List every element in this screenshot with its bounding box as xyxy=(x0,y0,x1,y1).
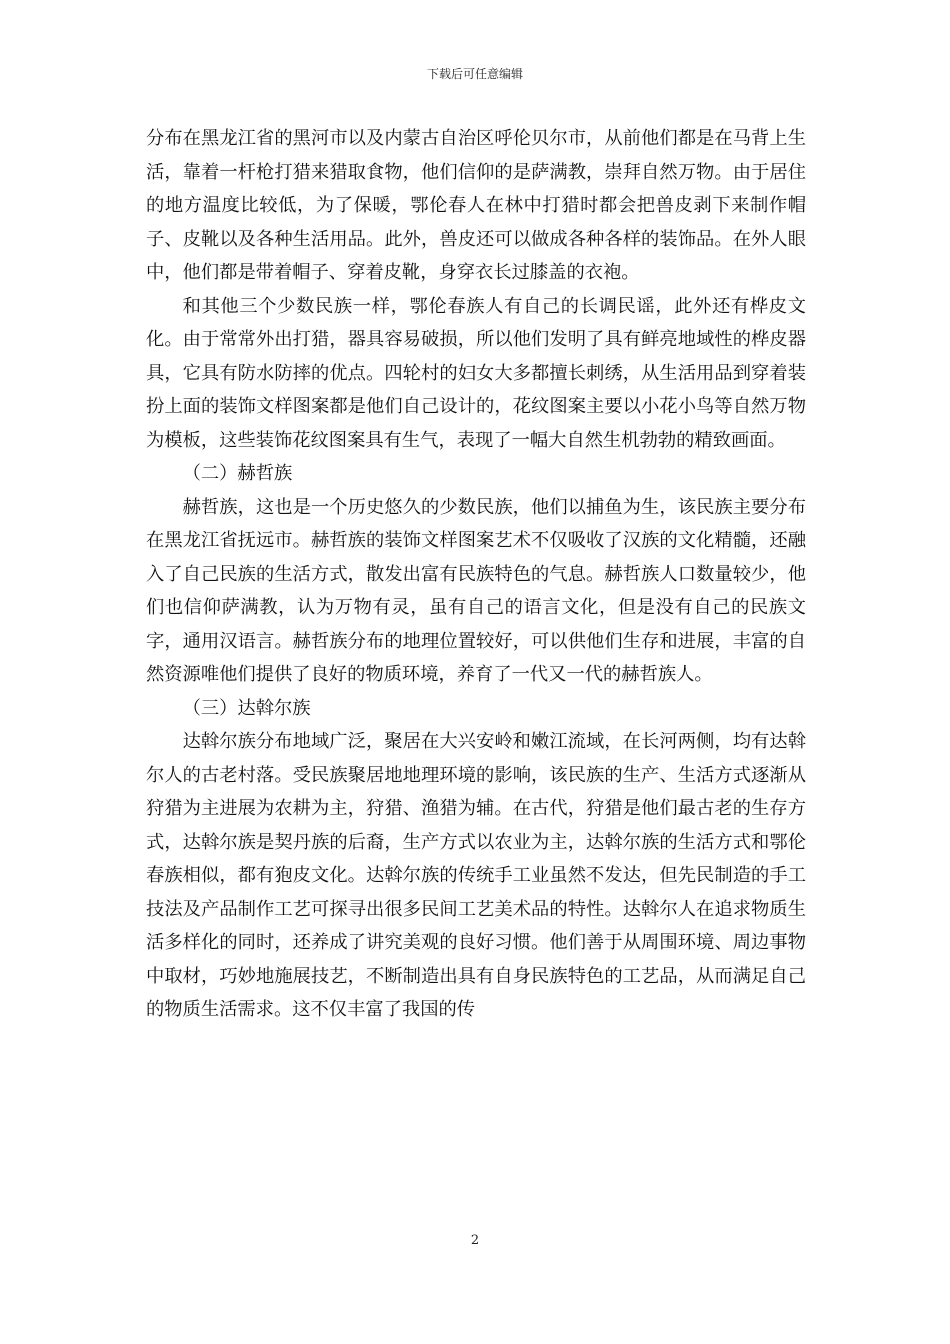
page-header: 下载后可任意编辑 xyxy=(426,67,523,81)
page-number: 2 xyxy=(470,1233,480,1248)
paragraph-daur: 达斡尔族分布地域广泛，聚居在大兴安岭和嫩江流域，在长河两侧，均有达斡尔人的古老村落。受民族聚居地地理环境的影响，该民族的生产、生活方式逐渐从狩猎为主进展为农耕为主，狩猎、渔猎为辅。在古代，狩猎是他们最古老的生存方式，达斡尔族是契丹族的后裔，生产方式以农业为主，达斡尔族的生活方式和鄂伦春族相似，都有狍皮文化。达斡尔族的传统手工业虽然不发达，但先民制造的手工技法及产品制作工艺可探寻出很多民间工艺美术品的特性。达斡尔人在追求物质生活多样化的同时，还养成了讲究美观的良好习惯。他们善于从周围环境、周边事物中取材，巧妙地施展技艺，不断制造出具有自身民族特色的工艺品，从而满足自己的物质生活需求。这不仅丰富了我国的传 xyxy=(146,731,806,1020)
paragraph-orochen-continued: 分布在黑龙江省的黑河市以及内蒙古自治区呼伦贝尔市，从前他们都是在马背上生活，靠着一杆枪打猎来猎取食物，他们信仰的是萨满教，崇拜自然万物。由于居住的地方温度比较低，为了保暖，鄂伦春人在林中打猎时都会把兽皮剥下来制作帽子、皮靴以及各种生活用品。此外，兽皮还可以做成各种各样的装饰品。在外人眼中，他们都是带着帽子、穿着皮靴，身穿衣长过膝盖的衣袍。 xyxy=(146,128,806,283)
document-body xyxy=(146,122,806,1027)
paragraph-orochen-culture: 和其他三个少数民族一样，鄂伦春族人有自己的长调民谣，此外还有桦皮文化。由于常常外出打猎，器具容易破损，所以他们发明了具有鲜亮地域性的桦皮器具，它具有防水防摔的优点。四轮村的妇女大多都擅长刺绣，从生活用品到穿着装扮上面的装饰文样图案都是他们自己设计的，花纹图案主要以小花小鸟等自然万物为模板，这些装饰花纹图案具有生气，表现了一幅大自然生机勃勃的精致画面。 xyxy=(146,295,806,451)
section-heading-daur: （三）达斡尔族 xyxy=(182,697,311,719)
paragraph-hezhe: 赫哲族，这也是一个历史悠久的少数民族，他们以捕鱼为生，该民族主要分布在黑龙江省抚远市。赫哲族的装饰文样图案艺术不仅吸收了汉族的文化精髓，还融入了自己民族的生活方式，散发出富有民族特色的气息。赫哲族人口数量较少，他们也信仰萨满教，认为万物有灵，虽有自己的语言文化，但是没有自己的民族文字，通用汉语言。赫哲族分布的地理位置较好，可以供他们生存和进展，丰富的自然资源唯他们提供了良好的物质环境，养育了一代又一代的赫哲族人。 xyxy=(146,496,806,685)
section-heading-hezhe: （二）赫哲族 xyxy=(182,463,293,484)
